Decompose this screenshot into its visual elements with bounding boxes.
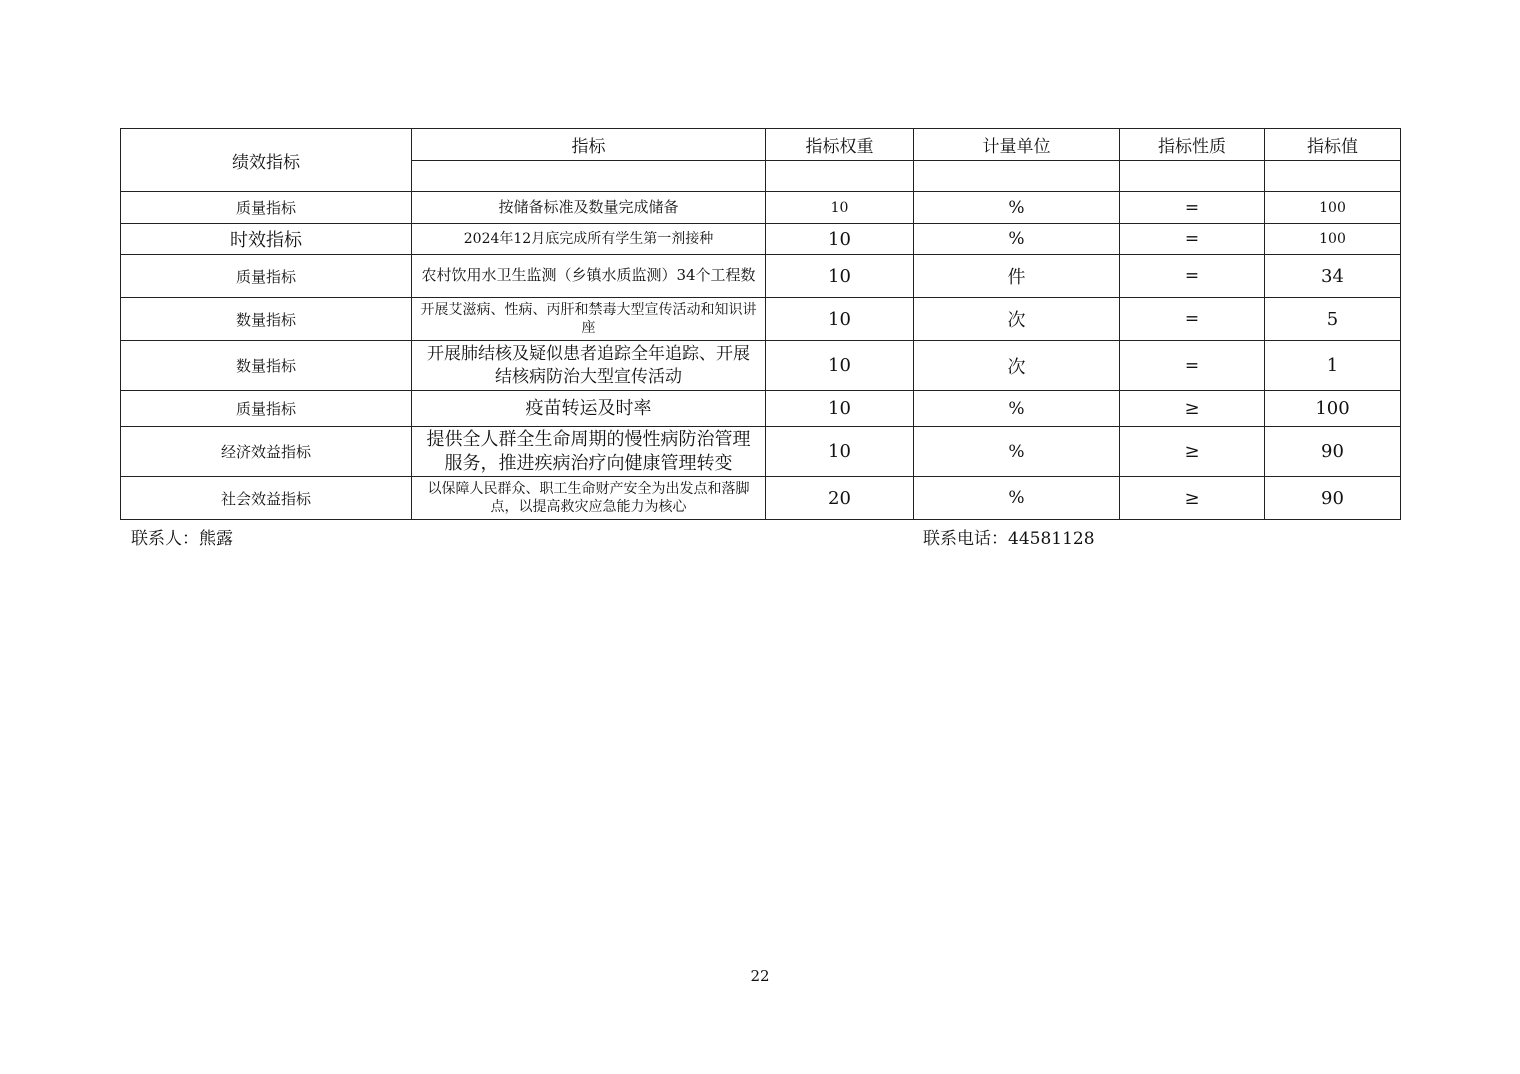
- table-row: [121, 477, 1401, 520]
- category-cell: 质量指标: [121, 255, 412, 298]
- value-cell: 100: [1265, 391, 1401, 427]
- indicator-cell: 疫苗转运及时率: [412, 391, 766, 427]
- blank-cell: [914, 161, 1120, 192]
- unit-cell: %: [914, 477, 1120, 520]
- unit-cell: %: [914, 224, 1120, 255]
- contact-person: 联系人：熊露: [131, 529, 233, 549]
- table-row: [121, 192, 1401, 224]
- weight-cell: 10: [766, 391, 914, 427]
- indicator-cell: 按储备标准及数量完成储备: [412, 192, 766, 224]
- weight-cell: 10: [766, 255, 914, 298]
- page-number: 22: [750, 967, 770, 985]
- nature-cell: =: [1120, 255, 1265, 298]
- indicator-cell: 农村饮用水卫生监测（乡镇水质监测）34个工程数: [412, 255, 766, 298]
- category-cell: 时效指标: [121, 224, 412, 255]
- nature-cell: ≥: [1120, 477, 1265, 520]
- performance-indicator-table: [120, 128, 1401, 520]
- header-value: 指标值: [1265, 129, 1401, 161]
- nature-cell: ≥: [1120, 391, 1265, 427]
- weight-cell: 10: [766, 427, 914, 477]
- nature-cell: =: [1120, 224, 1265, 255]
- nature-cell: =: [1120, 341, 1265, 391]
- table-row: [121, 341, 1401, 391]
- category-cell: 经济效益指标: [121, 427, 412, 477]
- header-nature: 指标性质: [1120, 129, 1265, 161]
- category-cell: 质量指标: [121, 192, 412, 224]
- table-row: [121, 224, 1401, 255]
- unit-cell: %: [914, 192, 1120, 224]
- unit-cell: 件: [914, 255, 1120, 298]
- value-cell: 5: [1265, 298, 1401, 341]
- header-weight: 指标权重: [766, 129, 914, 161]
- weight-cell: 10: [766, 192, 914, 224]
- nature-cell: ≥: [1120, 427, 1265, 477]
- header-category: 绩效指标: [121, 129, 412, 192]
- blank-cell: [766, 161, 914, 192]
- indicator-cell: 2024年12月底完成所有学生第一剂接种: [412, 224, 766, 255]
- table-row: [121, 255, 1401, 298]
- weight-cell: 20: [766, 477, 914, 520]
- indicator-cell: 开展艾滋病、性病、丙肝和禁毒大型宣传活动和知识讲座: [412, 298, 766, 341]
- nature-cell: =: [1120, 298, 1265, 341]
- category-cell: 数量指标: [121, 341, 412, 391]
- unit-cell: 次: [914, 298, 1120, 341]
- category-cell: 社会效益指标: [121, 477, 412, 520]
- category-cell: 质量指标: [121, 391, 412, 427]
- value-cell: 34: [1265, 255, 1401, 298]
- table-row: [121, 391, 1401, 427]
- nature-cell: =: [1120, 192, 1265, 224]
- weight-cell: 10: [766, 224, 914, 255]
- value-cell: 90: [1265, 477, 1401, 520]
- indicator-cell: 以保障人民群众、职工生命财产安全为出发点和落脚点，以提高救灾应急能力为核心: [412, 477, 766, 520]
- table-row: [121, 427, 1401, 477]
- indicator-cell: 开展肺结核及疑似患者追踪全年追踪、开展结核病防治大型宣传活动: [412, 341, 766, 391]
- unit-cell: %: [914, 427, 1120, 477]
- header-unit: 计量单位: [914, 129, 1120, 161]
- value-cell: 100: [1265, 192, 1401, 224]
- unit-cell: 次: [914, 341, 1120, 391]
- value-cell: 90: [1265, 427, 1401, 477]
- value-cell: 1: [1265, 341, 1401, 391]
- blank-cell: [412, 161, 766, 192]
- category-cell: 数量指标: [121, 298, 412, 341]
- unit-cell: %: [914, 391, 1120, 427]
- table-row: [121, 298, 1401, 341]
- contact-phone: 联系电话：44581128: [923, 529, 1095, 549]
- header-row: [121, 129, 1401, 161]
- blank-cell: [1120, 161, 1265, 192]
- indicator-cell: 提供全人群全生命周期的慢性病防治管理服务，推进疾病治疗向健康管理转变: [412, 427, 766, 477]
- weight-cell: 10: [766, 341, 914, 391]
- weight-cell: 10: [766, 298, 914, 341]
- blank-cell: [1265, 161, 1401, 192]
- value-cell: 100: [1265, 224, 1401, 255]
- header-indicator: 指标: [412, 129, 766, 161]
